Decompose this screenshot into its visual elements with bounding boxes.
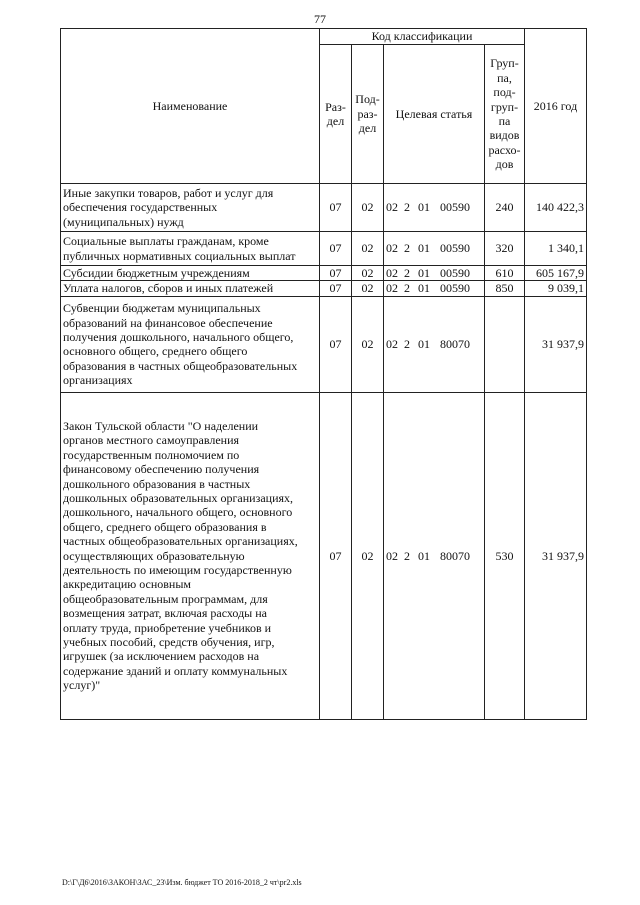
row-name-line: образования в частных общеобразовательных — [63, 358, 298, 373]
row-target-article — [384, 392, 485, 719]
row-target-article — [384, 232, 485, 266]
row-name — [61, 296, 320, 392]
header-group-line: дов — [495, 157, 514, 172]
row-target-part: 2 — [404, 281, 410, 296]
header-name: Наименование — [61, 29, 320, 184]
header-group-line: расхо- — [488, 142, 521, 157]
row-name-line: услуг)" — [63, 678, 101, 693]
row-name-line: Иные закупки товаров, работ и услуг для — [63, 185, 274, 200]
row-name-line: общеобразовательным программам, для — [63, 591, 268, 606]
header-group-line: па, — [497, 70, 512, 85]
row-target-part: 02 — [386, 241, 398, 256]
row-name-line: общего, среднего общего образования в — [63, 519, 267, 534]
row-amount: 31 937,9 — [525, 392, 587, 719]
row-name-line: Уплата налогов, сборов и иных платежей — [63, 281, 274, 296]
header-group-line: видов — [489, 128, 520, 143]
row-name — [61, 232, 320, 266]
header-subsection-line: Под- — [355, 92, 380, 107]
row-name-line: органов местного самоуправления — [63, 433, 240, 448]
row-name-line: получения дошкольного, начального общего, — [63, 329, 294, 344]
header-group-text — [487, 56, 522, 171]
row-name-line: деятельность по имеющим государственную — [63, 563, 292, 578]
row-name-line: образований на финансовое обеспечение — [63, 315, 273, 330]
row-section: 07 — [320, 266, 352, 281]
page-number: 77 — [314, 12, 326, 26]
header-group-line: Груп- — [490, 56, 519, 71]
row-expense-group: 610 — [485, 266, 525, 281]
row-name — [61, 266, 320, 281]
row-target-part: 00590 — [440, 200, 470, 215]
row-name — [61, 281, 320, 296]
row-name-line: оплату труда, приобретение учебников и — [63, 620, 272, 635]
header-subsection-line: дел — [358, 121, 377, 136]
row-target-part: 2 — [404, 266, 410, 280]
row-name-line: игрушек (за исключением расходов на — [63, 649, 260, 664]
table-row — [61, 232, 587, 266]
row-name-line: публичных нормативных социальных выплат — [63, 248, 296, 263]
row-target-article — [384, 184, 485, 232]
row-target-part: 80070 — [440, 337, 470, 352]
row-name-line: финансовому обеспечению получения — [63, 462, 260, 477]
header-section-line: дел — [326, 114, 345, 128]
header-classification: Код классификации — [320, 29, 525, 45]
header-group-line: под- — [493, 85, 516, 100]
row-target-part: 01 — [418, 266, 430, 280]
row-target-part: 2 — [404, 548, 410, 563]
row-name-line: возмещения затрат, включая расходы на — [63, 606, 267, 621]
row-target-part: 00590 — [440, 241, 470, 256]
row-section: 07 — [320, 232, 352, 266]
header-year: 2016 год — [525, 29, 587, 184]
row-target-part: 01 — [418, 241, 430, 256]
file-path-footer: D:\Г\Д6\2016\ЗАКОН\ЗАС_23\Изм. бюджет ТО 2016-2018_2 чт\pr2.xls — [62, 878, 302, 887]
row-section: 07 — [320, 296, 352, 392]
row-amount: 31 937,9 — [525, 296, 587, 392]
row-name-line: дошкольного, начального общего, основного — [63, 505, 293, 520]
header-group — [485, 45, 525, 184]
row-expense-group — [485, 296, 525, 392]
row-name-line: государственным полномочием по — [63, 447, 240, 462]
row-name-line: организациях — [63, 373, 133, 388]
table-row — [61, 266, 587, 281]
row-expense-group: 240 — [485, 184, 525, 232]
row-name-line: содержание зданий и оплату коммунальных — [63, 663, 288, 678]
header-subsection-line: раз- — [357, 106, 378, 121]
row-target-article — [384, 281, 485, 296]
header-section — [320, 45, 352, 184]
row-target-part: 00590 — [440, 266, 470, 280]
header-section-line: Раз- — [325, 99, 346, 114]
row-target-part: 2 — [404, 337, 410, 352]
row-target-part: 02 — [386, 266, 398, 280]
row-target-part: 2 — [404, 200, 410, 215]
row-name-line: осуществляющих образовательную — [63, 548, 245, 563]
row-target-part: 00590 — [440, 281, 470, 296]
row-subsection: 02 — [352, 296, 384, 392]
row-target-part: 02 — [386, 548, 398, 563]
row-subsection: 02 — [352, 232, 384, 266]
row-name — [61, 392, 320, 719]
header-subsection-text — [354, 92, 381, 135]
row-name-line: обеспечения государственных — [63, 200, 218, 215]
row-subsection: 02 — [352, 392, 384, 719]
row-name-line: Субсидии бюджетным учреждениям — [63, 266, 250, 280]
row-section: 07 — [320, 281, 352, 296]
row-expense-group: 530 — [485, 392, 525, 719]
row-name-line: учебных пособий, средств обучения, игр, — [63, 635, 275, 650]
row-target-article — [384, 296, 485, 392]
row-name-line: основного общего, среднего общего — [63, 344, 248, 359]
row-name-line: Социальные выплаты гражданам, кроме — [63, 234, 269, 249]
row-amount: 140 422,3 — [525, 184, 587, 232]
row-section: 07 — [320, 392, 352, 719]
row-name-line: Закон Тульской области "О наделении — [63, 418, 259, 433]
row-target-part: 01 — [418, 337, 430, 352]
header-row-top — [61, 29, 587, 45]
table-body — [61, 184, 587, 720]
row-target-part: 02 — [386, 337, 398, 352]
row-name-line: аккредитацию основным — [63, 577, 191, 592]
row-amount: 9 039,1 — [525, 281, 587, 296]
header-group-line: па — [498, 114, 511, 128]
row-name-line: дошкольного образования в частных — [63, 476, 251, 491]
row-expense-group: 320 — [485, 232, 525, 266]
row-target-part: 01 — [418, 281, 430, 296]
table-row — [61, 296, 587, 392]
row-target-article — [384, 266, 485, 281]
row-target-part: 2 — [404, 241, 410, 256]
row-expense-group: 850 — [485, 281, 525, 296]
header-target: Целевая статья — [384, 45, 485, 184]
budget-table — [60, 28, 587, 720]
row-name-line: частных общеобразовательных организациях, — [63, 534, 298, 549]
header-group-line: груп- — [490, 99, 519, 114]
row-target-part: 80070 — [440, 548, 470, 563]
row-target-part: 02 — [386, 200, 398, 215]
row-name-line: Субвенции бюджетам муниципальных — [63, 301, 261, 316]
row-amount: 1 340,1 — [525, 232, 587, 266]
row-name-line: дошкольных образовательных организациях, — [63, 490, 294, 505]
row-subsection: 02 — [352, 266, 384, 281]
header-subsection — [352, 45, 384, 184]
row-name-line: (муниципальных) нужд — [63, 214, 184, 229]
table-row — [61, 281, 587, 296]
row-amount: 605 167,9 — [525, 266, 587, 281]
table-row — [61, 392, 587, 719]
row-target-part: 01 — [418, 200, 430, 215]
row-subsection: 02 — [352, 184, 384, 232]
table-row — [61, 184, 587, 232]
row-section: 07 — [320, 184, 352, 232]
row-target-part: 01 — [418, 548, 430, 563]
header-section-text — [322, 100, 349, 129]
row-name — [61, 184, 320, 232]
row-target-part: 02 — [386, 281, 398, 296]
row-subsection: 02 — [352, 281, 384, 296]
